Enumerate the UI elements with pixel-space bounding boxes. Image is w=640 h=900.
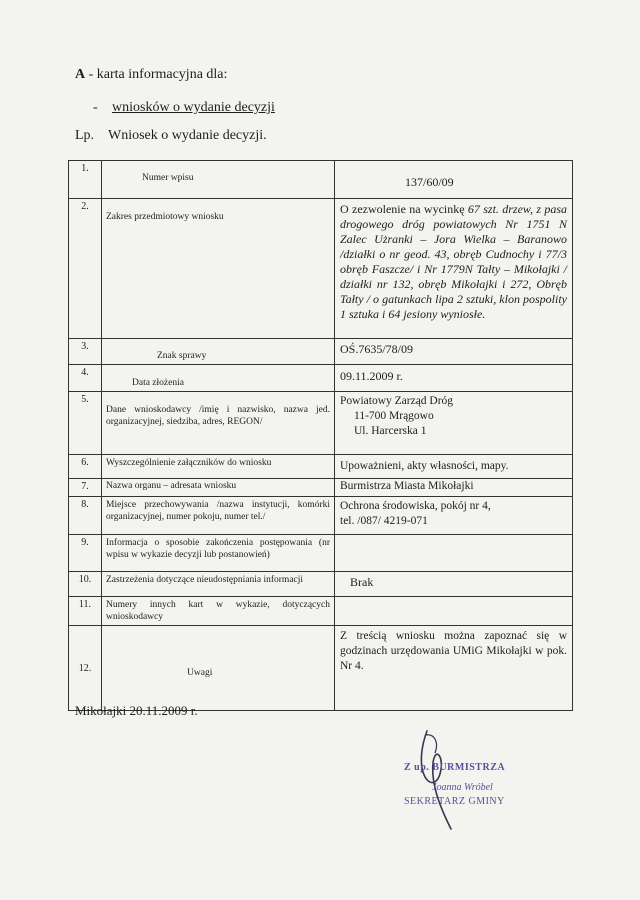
row-label: Data złożenia	[102, 365, 335, 392]
stamp-authorization: Z up. BURMISTRZA	[404, 762, 506, 773]
row-label: Znak sprawy	[102, 339, 335, 365]
row-value	[335, 199, 573, 339]
row-value: Upoważnieni, akty własności, mapy.	[335, 455, 573, 479]
row-label: Dane wnioskodawcy /imię i nazwisko, nazwa jed. organizacyjnej, siedziba, adres, REGON/	[102, 392, 335, 455]
row-number: 6.	[69, 455, 102, 479]
table-row	[69, 339, 573, 365]
row-label: Wyszczególnienie załączników do wniosku	[102, 455, 335, 479]
table-row	[69, 455, 573, 479]
row-number: 3.	[69, 339, 102, 365]
table-row	[69, 392, 573, 455]
row-label: Nazwa organu – adresata wniosku	[102, 479, 335, 497]
section-title: Wniosek o wydanie decyzji.	[108, 128, 267, 143]
table-row	[69, 199, 573, 339]
row-number: 5.	[69, 392, 102, 455]
stamp-position: SEKRETARZ GMINY	[404, 796, 505, 807]
value-intro: O zezwolenie na wycinkę	[340, 202, 468, 216]
row-label: Uwagi	[102, 626, 335, 711]
row-value	[335, 497, 573, 535]
row-value	[335, 597, 573, 626]
table-row	[69, 365, 573, 392]
row-value: Z treścią wniosku można zapoznać się w godzinach urzędowania UMiG Mikołajki w pok. Nr 4.	[335, 626, 573, 711]
row-value: OŚ.7635/78/09	[335, 339, 573, 365]
row-value: 137/60/09	[335, 161, 573, 199]
row-label: Miejsce przechowywania /nazwa instytucji, komórki organizacyjnej, numer pokoju, numer tel./	[102, 497, 335, 535]
row-value: Burmistrza Miasta Mikołajki	[335, 479, 573, 497]
stamp-signer-name: Joanna Wróbel	[432, 782, 493, 793]
signature-icon	[395, 725, 535, 835]
row-number: 11.	[69, 597, 102, 626]
table-row	[69, 497, 573, 535]
table-row	[69, 161, 573, 199]
row-label: Zakres przedmiotowy wniosku	[102, 199, 335, 339]
row-value	[335, 535, 573, 572]
row-label: Informacja o sposobie zakończenia postępowania (nr wpisu w wykazie decyzji lub postanowień)	[102, 535, 335, 572]
card-heading-text: - karta informacyjna dla:	[85, 67, 228, 82]
table-row	[69, 597, 573, 626]
row-number: 10.	[69, 572, 102, 597]
row-number: 7.	[69, 479, 102, 497]
row-value: 09.11.2009 r.	[335, 365, 573, 392]
applicant-city: 11-700 Mrągowo	[354, 410, 434, 422]
table-row	[69, 626, 573, 711]
row-label: Numery innych kart w wykazie, dotyczących wnioskodawcy	[102, 597, 335, 626]
list-dash: -	[93, 100, 98, 115]
table-row	[69, 535, 573, 572]
row-value: Brak	[335, 572, 573, 597]
table-row	[69, 572, 573, 597]
storage-place: Ochrona środowiska, pokój nr 4,	[340, 500, 491, 512]
row-number: 8.	[69, 497, 102, 535]
place-and-date: Mikołajki 20.11.2009 r.	[75, 703, 198, 718]
row-label: Numer wpisu	[102, 161, 335, 199]
card-letter: A	[75, 67, 86, 82]
row-number: 1.	[69, 161, 102, 199]
row-label: Zastrzeżenia dotyczące nieudostępniania informacji	[102, 572, 335, 597]
row-number: 2.	[69, 199, 102, 339]
table-row	[69, 479, 573, 497]
applicant-street: Ul. Harcerska 1	[354, 425, 427, 437]
card-heading	[75, 67, 227, 83]
storage-phone: tel. /087/ 4219-071	[340, 515, 428, 527]
value-details: 67 szt. drzew, z pasa drogowego dróg powiatowych Nr 1751 N Zalec Użranki – Jora Wielka – Baranowo /działki o nr geod. 43, obręb Cudnochy i 77/3 obręb Faszcze/ i Nr 1779N Tałty – Mikołajki / działki nr 132, obręb Mikołajki i 272, Obręb Tałty / o gatunkach lipa 2 sztuki, klon pospolity 1 sztuka i 64 jesiony wyniosłe.	[340, 202, 567, 321]
lp-label: Lp.	[75, 128, 95, 143]
applicant-name: Powiatowy Zarząd Dróg	[340, 395, 454, 407]
row-number: 4.	[69, 365, 102, 392]
applications-link[interactable]: wniosków o wydanie decyzji	[112, 100, 275, 115]
row-number: 12.	[69, 626, 102, 711]
info-card-table	[68, 160, 573, 711]
row-value	[335, 392, 573, 455]
row-number: 9.	[69, 535, 102, 572]
